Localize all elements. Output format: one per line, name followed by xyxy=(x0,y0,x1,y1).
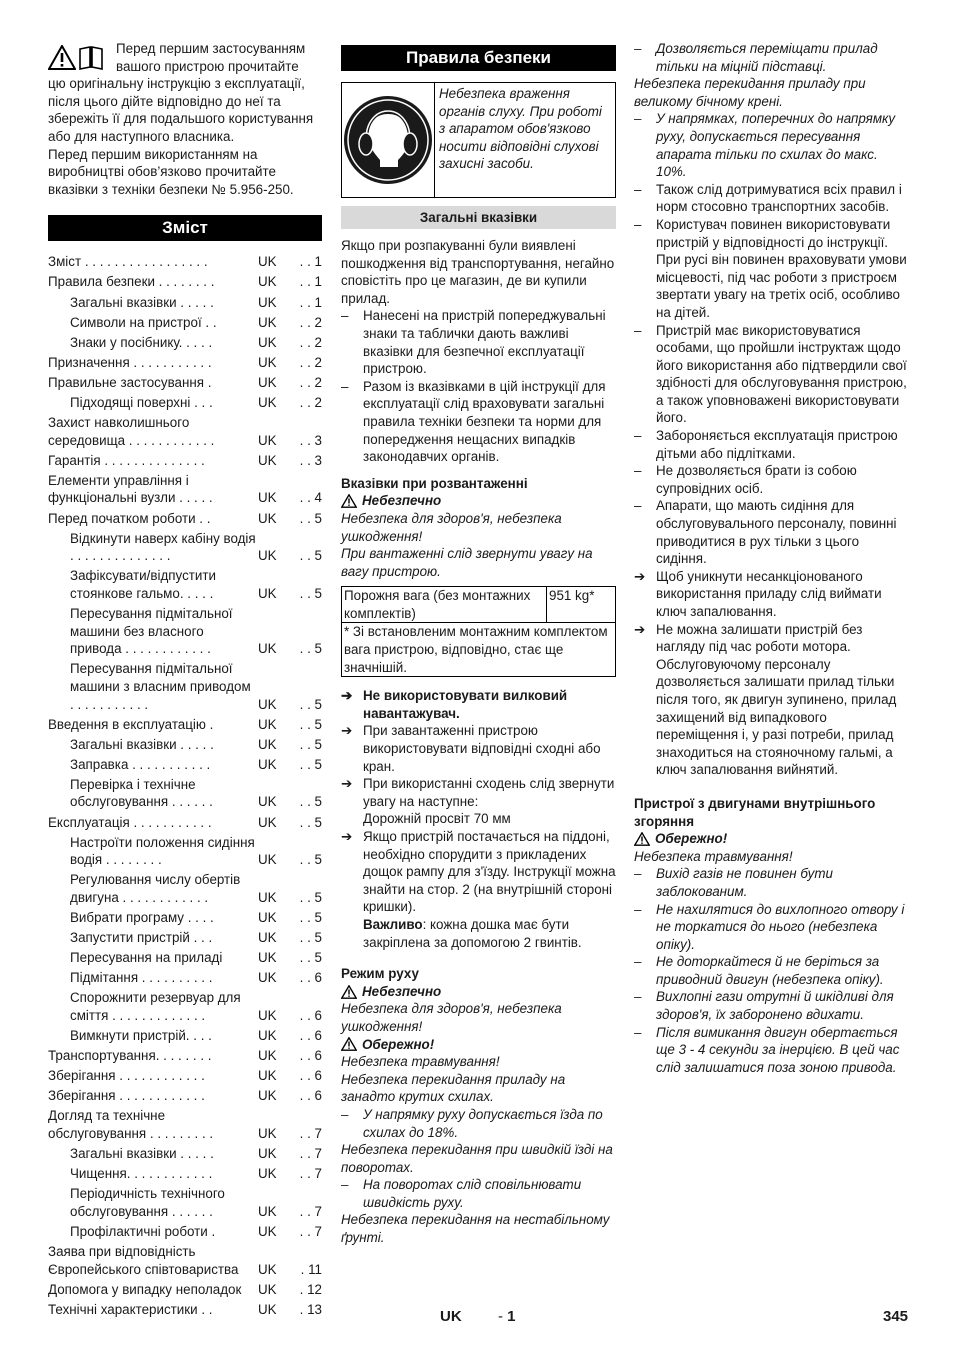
toc-entry-title: Зберігання . . . . . . . . . . . . xyxy=(48,1088,205,1104)
toc-entry-language: UK xyxy=(258,1261,277,1277)
intro-icons xyxy=(48,45,104,70)
toc-entry-page: . . 2 xyxy=(299,395,322,410)
tip-side: Небезпека перекидання приладу при великому бічному крені. xyxy=(634,76,866,109)
unloading-note: При вантаженні слід звернути увагу на вагу пристрою. xyxy=(341,546,593,579)
toc-row[interactable] xyxy=(48,510,322,528)
toc-entry-page: . . 5 xyxy=(299,736,322,752)
toc-row[interactable] xyxy=(48,394,322,412)
toc-entry-page: . . 3 xyxy=(299,432,322,448)
toc-entry-page: . . 6 xyxy=(299,1028,322,1044)
toc-entry-title: Захист навколишнього середовища . . . . . . . . . . . . xyxy=(48,415,215,448)
toc-row[interactable] xyxy=(48,660,322,713)
tip-slopes: Небезпека перекидання приладу на занадто крутих схилах. xyxy=(341,1071,566,1105)
toc-entry-title: Допомога у випадку неполадок xyxy=(48,1281,242,1297)
hearing-warning-text: Небезпека враження органів слуху. При роботі з апаратом обов'язково носити відповідні слухові захисні засоби. xyxy=(439,86,602,172)
toc-entry-page: . . 4 xyxy=(299,490,322,506)
toc-row[interactable] xyxy=(48,452,322,470)
toc-entry-page: . . 2 xyxy=(299,334,322,350)
tip-ground: Небезпека перекидання на нестабільному ґрунті. xyxy=(341,1212,610,1246)
driving-danger-text: Небезпека для здоров'я, небезпека ушкодження! xyxy=(341,1001,562,1034)
toc-row[interactable] xyxy=(48,1243,322,1278)
toc-entry-page: . . 1 xyxy=(299,274,322,290)
footer-page-number: 345 xyxy=(883,1308,909,1325)
general-notes-title: Загальні вказівки xyxy=(341,206,616,229)
toc-entry-title: Чищення. . . . . . . . . . . . xyxy=(70,1166,213,1182)
toc-entry-language: UK xyxy=(258,716,277,732)
toc-entry-page: . . 6 xyxy=(299,1008,322,1023)
toc-entry-language: UK xyxy=(258,1146,277,1162)
toc-entry-page: . . 5 xyxy=(299,910,322,926)
toc-row[interactable] xyxy=(48,472,322,507)
toc-row[interactable] xyxy=(48,1027,322,1045)
toc-row[interactable] xyxy=(48,1087,322,1105)
danger-label: Небезпечно xyxy=(341,492,616,510)
list-item: – Також слід дотримуватися всіх правил і норм стосовно транспортних засобів. xyxy=(634,181,902,215)
toc-entry-title: Правильне застосування . xyxy=(48,374,212,390)
intro-text-line1: Перед першим застосуванням xyxy=(116,41,306,56)
toc-row[interactable] xyxy=(48,1165,322,1183)
toc-entry-title: Настроїти положення сидіння водія . . . . . . . . xyxy=(70,834,255,868)
toc-entry-page: . 11 xyxy=(300,1261,322,1277)
toc-entry-page: . . 1 xyxy=(299,294,322,310)
toc-row[interactable] xyxy=(48,530,322,565)
toc-entry-language: UK xyxy=(258,274,277,290)
table-of-contents xyxy=(48,253,322,1318)
toc-entry-language: UK xyxy=(258,254,277,270)
column-middle xyxy=(341,40,616,1247)
list-item: – Користувач повинен використовувати пристрій у відповідності до інструкції. При русі він повинен враховувати умови місцевості, під час роботи з пристроєм звертати увагу на третіх осіб, особливо на дітей. xyxy=(634,216,907,320)
toc-entry-language: UK xyxy=(258,696,277,712)
list-item: – Не нахилятися до вихлопного отвору і не торкатися до нього (небезпека опіку). xyxy=(634,901,905,952)
toc-entry-language: UK xyxy=(258,736,277,752)
toc-entry-page: . . 3 xyxy=(299,452,322,468)
toc-entry-title: Знаки у посібнику. . . . . xyxy=(70,334,213,350)
toc-row[interactable] xyxy=(48,253,322,271)
toc-row[interactable] xyxy=(48,834,322,869)
toc-title: Зміст xyxy=(48,215,322,241)
toc-row[interactable] xyxy=(48,871,322,906)
toc-entry-language: UK xyxy=(258,970,277,986)
toc-row[interactable] xyxy=(48,1067,322,1085)
toc-entry-language: UK xyxy=(258,490,277,506)
toc-entry-title: Призначення . . . . . . . . . . . xyxy=(48,354,212,370)
toc-entry-title: Загальні вказівки . . . . . xyxy=(70,294,214,310)
toc-entry-title: Символи на пристрої . . xyxy=(70,314,217,330)
toc-entry-page: . . 5 xyxy=(299,814,322,830)
toc-entry-page: . . 7 xyxy=(299,1126,322,1142)
list-item: – Забороняється експлуатація пристрою дітьми або підлітками. xyxy=(634,428,898,461)
toc-entry-page: . . 7 xyxy=(299,1203,322,1219)
toc-entry-page: . . 5 xyxy=(299,794,322,810)
toc-entry-title: Відкинути наверх кабіну водія . . . . . . . . . . . . . . xyxy=(70,530,256,564)
toc-entry-title: Пересування підмітальної машини без власного привода . . . . . . . . . . . . xyxy=(70,606,233,657)
toc-entry-title: Регулювання числу обертів двигуна . . . . . . . . . . . . xyxy=(70,872,241,905)
arrow-item: ➔ Щоб уникнути несанкціонованого використання приладу слід виймати ключ запалювання. xyxy=(634,568,882,619)
toc-entry-language: UK xyxy=(258,930,277,946)
footer-language: UK xyxy=(440,1308,462,1325)
toc-row[interactable] xyxy=(48,1301,322,1319)
list-item: – Не доторкайтеся й не беріться за приводний двигун (небезпека опіку). xyxy=(634,954,884,987)
toc-row[interactable] xyxy=(48,1047,322,1065)
toc-entry-language: UK xyxy=(258,1008,277,1023)
toc-entry-page: . . 6 xyxy=(299,1068,322,1084)
toc-entry-page: . . 5 xyxy=(299,585,322,601)
danger-label: Небезпечно xyxy=(341,983,616,1001)
toc-entry-title: Вимкнути пристрій. . . . xyxy=(70,1028,212,1044)
tip-turns: Небезпека перекидання при швидкій їзді на поворотах. xyxy=(341,1142,613,1175)
warning-triangle-icon xyxy=(341,494,357,508)
weight-label: Порожня вага (без монтажних комплектів) xyxy=(342,587,547,623)
toc-entry-page: . . 7 xyxy=(299,1146,322,1162)
toc-entry-language: UK xyxy=(258,1048,277,1064)
toc-row[interactable] xyxy=(48,1145,322,1163)
toc-entry-title: Зберігання . . . . . . . . . . . . xyxy=(48,1068,205,1084)
list-item: – Не дозволяється брати із собою супровідних осіб. xyxy=(634,463,857,496)
toc-entry-page: . 12 xyxy=(299,1281,322,1297)
safety-title: Правила безпеки xyxy=(341,45,616,71)
toc-row[interactable] xyxy=(48,354,322,372)
toc-row[interactable] xyxy=(48,374,322,392)
toc-entry-page: . . 7 xyxy=(299,1224,322,1240)
toc-entry-page: . . 5 xyxy=(299,889,322,905)
ear-protection-icon xyxy=(342,94,434,186)
ear-protection-icon-cell xyxy=(342,83,435,197)
intro-text-line2: вашого пристрою прочитайте xyxy=(116,58,299,74)
arrow-item: ➔ При завантаженні пристрою використовувати відповідні сходні або кран. xyxy=(341,723,601,774)
toc-row[interactable] xyxy=(48,949,322,967)
toc-entry-language: UK xyxy=(258,1203,277,1219)
weight-value: 951 kg* xyxy=(547,587,616,623)
toc-entry-title: Транспортування. . . . . . . . xyxy=(48,1048,212,1064)
toc-row[interactable] xyxy=(48,414,322,449)
toc-entry-title: Технічні характеристики . . xyxy=(48,1301,213,1317)
toc-entry-page: . . 5 xyxy=(299,930,322,946)
toc-row[interactable] xyxy=(48,1185,322,1220)
toc-entry-title: Спорожнити резервуар для сміття . . . . . . . . . . . . . xyxy=(70,990,241,1023)
intro-text-rest: цю оригінальну інструкцію з експлуатації, після цього дійте відповідно до неї та збережіть її для подальшого користування або для наступного власника. xyxy=(48,76,314,144)
arrow-item: ➔ При використанні сходень слід звернути увагу на наступне: Дорожній просвіт 70 мм xyxy=(341,776,615,827)
toc-entry-language: UK xyxy=(258,641,277,657)
toc-entry-page: . . 2 xyxy=(299,354,322,370)
toc-entry-title: Зміст . . . . . . . . . . . . . . . . . xyxy=(48,254,208,270)
toc-entry-language: UK xyxy=(258,354,277,370)
toc-entry-title: Пересування на приладі xyxy=(70,950,223,966)
toc-entry-language: UK xyxy=(258,1126,277,1142)
toc-entry-language: UK xyxy=(258,756,277,772)
important-label: Важливо xyxy=(363,916,423,932)
weight-note: * Зі встановленим монтажним комплектом вага пристрою, відповідно, стає ще значнішій. xyxy=(342,623,616,677)
warning-triangle-icon xyxy=(634,832,650,846)
toc-entry-language: UK xyxy=(258,794,277,810)
toc-entry-title: Гарантія . . . . . . . . . . . . . . xyxy=(48,452,205,468)
toc-entry-title: Загальні вказівки . . . . . xyxy=(70,736,214,752)
toc-entry-language: UK xyxy=(258,510,277,526)
caution-label: Обережно! xyxy=(341,1036,616,1054)
column-left xyxy=(48,40,322,1321)
arrow-item: ➔ Не використовувати вилковий навантажувач. xyxy=(341,688,568,721)
toc-entry-page: . . 5 xyxy=(299,548,322,564)
intro-block xyxy=(48,40,322,75)
intro-text-2: Перед першим використанням на виробництві обов’язково прочитайте вказівки з техніки безпеки № 5.956-250. xyxy=(48,146,294,197)
toc-entry-page: . . 5 xyxy=(299,641,322,657)
toc-entry-title: Загальні вказівки . . . . . xyxy=(70,1146,214,1162)
toc-entry-page: . . 2 xyxy=(299,314,322,330)
toc-entry-title: Заява при відповідність Європейського співтовариства xyxy=(48,1244,239,1277)
toc-entry-language: UK xyxy=(258,294,277,310)
toc-entry-title: Догляд та технічне обслуговування . . . . . . . . . xyxy=(48,1108,214,1142)
toc-row[interactable] xyxy=(48,567,322,602)
list-item: – Вихлопні гази отрутні й шкідливі для здоров'я, їх заборонено вдихати. xyxy=(634,989,894,1023)
list-item: – Пристрій має використовуватися особами, що пройшли інструктаж щодо його використання або підтвердили свої здібності для обслуговування пристрою, а також уповноважені використовувати його. xyxy=(634,322,907,426)
toc-row[interactable] xyxy=(48,969,322,987)
column-right xyxy=(634,40,910,1076)
toc-entry-language: UK xyxy=(258,452,277,468)
toc-entry-language: UK xyxy=(258,1088,277,1104)
toc-entry-page: . . 1 xyxy=(299,254,322,270)
weight-table xyxy=(341,586,616,677)
toc-entry-title: Запустити пристрій . . . xyxy=(70,930,213,946)
driving-heading: Режим руху xyxy=(341,966,419,982)
toc-entry-page: . 13 xyxy=(299,1301,322,1317)
manual-book-icon xyxy=(78,45,104,70)
injury-text: Небезпека травмування! xyxy=(341,1054,500,1070)
toc-row[interactable] xyxy=(48,1223,322,1241)
toc-entry-language: UK xyxy=(258,374,277,390)
hearing-warning-box xyxy=(341,82,616,198)
toc-row[interactable] xyxy=(48,605,322,658)
toc-entry-title: Елементи управління і функціональні вузли . . . . . xyxy=(48,472,213,506)
toc-row[interactable] xyxy=(48,1107,322,1142)
toc-row[interactable] xyxy=(48,929,322,947)
toc-entry-page: . . 6 xyxy=(299,1048,322,1064)
toc-entry-language: UK xyxy=(258,395,277,410)
list-item: – У напрямку руху допускається їзда по схилах до 18%. xyxy=(341,1106,603,1140)
toc-row[interactable] xyxy=(48,273,322,291)
toc-entry-title: Підмітання . . . . . . . . . . xyxy=(70,970,213,986)
toc-entry-title: Введення в експлуатацію . xyxy=(48,716,214,732)
general-notes-text: Якщо при розпакуванні були виявлені пошкодження від транспортування, негайно сповістіть про це магазин, де ви купили прилад. xyxy=(341,238,615,306)
toc-entry-language: UK xyxy=(258,910,277,926)
toc-entry-language: UK xyxy=(258,1301,277,1317)
toc-entry-page: . . 5 xyxy=(299,756,322,772)
list-item: – Разом із вказівками в цій інструкції для експлуатації слід враховувати загальні правила техніки безпеки та норми для попередження нещасних випадків законодавчих органів. xyxy=(341,378,606,465)
toc-row[interactable] xyxy=(48,814,322,832)
unloading-danger-text: Небезпека для здоров'я, небезпека ушкодження! xyxy=(341,510,562,544)
toc-entry-language: UK xyxy=(258,1224,277,1240)
toc-row[interactable] xyxy=(48,334,322,352)
toc-entry-language: UK xyxy=(258,1028,277,1044)
toc-entry-title: Пересування підмітальної машини з власним приводом . . . . . . . . . . . xyxy=(70,661,251,712)
toc-entry-language: UK xyxy=(258,1166,277,1182)
arrow-item: ➔ Не можна залишати пристрій без нагляду під час роботи мотора. Обслуговуючому персоналу дозволяється залишати прилад тільки після того, як двигун зупинено, прилад захищений від випадкового переміщення і, у разі потреби, прилад знаходиться на стояночному гальмі, а ключ запалювання вийнятий. xyxy=(634,621,897,778)
toc-entry-title: Перевірка і технічне обслуговування . . . . . . xyxy=(70,776,213,810)
warning-triangle-icon xyxy=(341,985,357,999)
toc-entry-title: Правила безпеки . . . . . . . . xyxy=(48,274,215,290)
toc-entry-title: Періодичність технічного обслуговування . . . . . . xyxy=(70,1186,225,1219)
toc-entry-language: UK xyxy=(258,548,277,564)
toc-entry-page: . . 5 xyxy=(299,510,322,526)
toc-entry-page: . . 6 xyxy=(299,1088,322,1104)
toc-entry-language: UK xyxy=(258,889,277,905)
ice-injury-text: Небезпека травмування! xyxy=(634,848,793,864)
list-item: – Дозволяється переміщати прилад тільки на міцній підставці. xyxy=(634,41,878,74)
toc-entry-title: Експлуатація . . . . . . . . . . . xyxy=(48,814,212,830)
ramp-clearance: Дорожній просвіт 70 мм xyxy=(363,811,511,827)
toc-entry-title: Заправка . . . . . . . . . . . xyxy=(70,756,211,772)
toc-row[interactable] xyxy=(48,736,322,754)
toc-row[interactable] xyxy=(48,756,322,774)
toc-entry-page: . . 2 xyxy=(299,374,322,390)
toc-entry-page: . . 5 xyxy=(299,852,322,868)
toc-entry-title: Підходящі поверхні . . . xyxy=(70,395,213,410)
toc-entry-language: UK xyxy=(258,314,277,330)
list-item: – На поворотах слід сповільнювати швидкість руху. xyxy=(341,1177,582,1210)
toc-entry-title: Перед початком роботи . . xyxy=(48,510,211,526)
ice-heading: Пристрої з двигунами внутрішнього згоряння xyxy=(634,795,876,829)
toc-entry-title: Зафіксувати/відпустити стоянкове гальмо. . . . . xyxy=(70,568,216,601)
toc-entry-language: UK xyxy=(258,334,277,350)
warning-triangle-icon xyxy=(341,1037,357,1051)
toc-entry-page: . . 5 xyxy=(299,696,322,712)
toc-row[interactable] xyxy=(48,294,322,312)
toc-row[interactable] xyxy=(48,314,322,332)
toc-entry-title: Профілактичні роботи . xyxy=(70,1224,216,1240)
list-item: – Вихід газів не повинен бути заблокованим. xyxy=(634,866,833,899)
caution-label: Обережно! xyxy=(634,830,910,848)
unloading-heading: Вказівки при розвантаженні xyxy=(341,475,528,491)
toc-entry-language: UK xyxy=(258,432,277,448)
footer-section-number: - 1 xyxy=(498,1308,516,1325)
toc-entry-page: . . 5 xyxy=(299,950,322,966)
toc-entry-page: . . 5 xyxy=(299,716,322,732)
toc-row[interactable] xyxy=(48,716,322,734)
toc-row[interactable] xyxy=(48,1281,322,1299)
toc-entry-title: Вибрати програму . . . . xyxy=(70,910,214,926)
warning-triangle-icon xyxy=(48,45,76,70)
list-item: – Після вимикання двигун обертається ще 3 - 4 секунди за інерцією. В цей час слід залишатися поза зоною привода. xyxy=(634,1024,900,1075)
arrow-item: ➔ Якщо пристрій постачається на піддоні, необхідно спорудити з прикладених дощок рампу для з'їзду. Інструкції можна знайти на стор. 2 (на внутрішній стороні кришки). Важливо: кожна дошка має бути закріплена за допомогою 2 гвинтів. xyxy=(341,829,616,950)
toc-entry-language: UK xyxy=(258,852,277,868)
toc-row[interactable] xyxy=(48,909,322,927)
toc-entry-language: UK xyxy=(258,1281,277,1297)
list-item: – Апарати, що мають сидіння для обслуговувального персоналу, повинні приводитися в рух тільки з цього сидіння. xyxy=(634,498,897,567)
toc-row[interactable] xyxy=(48,776,322,811)
toc-entry-language: UK xyxy=(258,950,277,966)
toc-entry-language: UK xyxy=(258,1068,277,1084)
toc-entry-page: . . 6 xyxy=(299,970,322,986)
toc-entry-language: UK xyxy=(258,585,277,601)
list-item: – Нанесені на пристрій попереджувальні знаки та таблички дають важливі вказівки для безпечної експлуатації пристрою. xyxy=(341,308,606,377)
toc-entry-language: UK xyxy=(258,814,277,830)
list-item: – У напрямках, поперечних до напрямку руху, допускається пересування апарата тільки по схилах до макс. 10%. xyxy=(634,111,896,180)
toc-entry-page: . . 7 xyxy=(299,1166,322,1182)
toc-row[interactable] xyxy=(48,989,322,1024)
